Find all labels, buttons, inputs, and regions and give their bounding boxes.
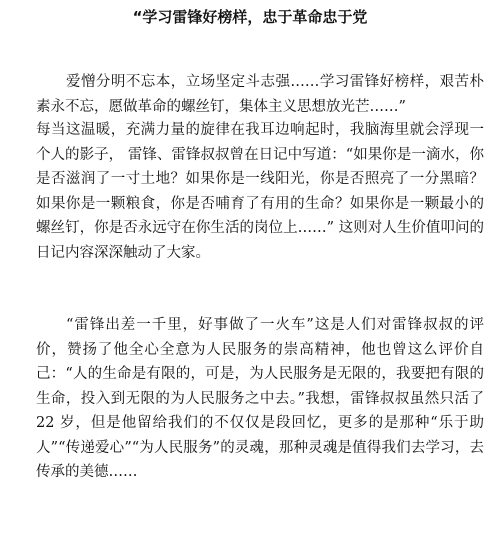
- paragraph-diary: 每当这温暖，充满力量的旋律在我耳边响起时，我脑海里就会浮现一个人的影子， 雷锋、雷锋叔叔曾在日记中写道：“如果你是一滴水，你是否滋润了一寸土地？如果你是一线阳光，你是否照亮了一分黑暗？如果你是一颗粮食，你是否哺育了有用的生命？如果你是一颗最小的螺丝钉，你是否永远守在你生活的岗位上……” 这则对人生价值叩问的日记内容深深触动了大家。: [36, 122, 484, 261]
- document-title: “学习雷锋好榜样，忠于革命忠于党: [132, 8, 368, 26]
- paragraph-evaluation: “雷锋出差一千里，好事做了一火车”这是人们对雷锋叔叔的评价，赞扬了他全心全意为人民服务的崇高精神，他也曾这么评价自己：“人的生命是有限的，可是，为人民服务是无限的，我要把有限的生命，投入到无限的为人民服务之中去。”我想，雷锋叔叔虽然只活了22 岁，但是他留给我们的不仅仅是段回忆，更多的是那种“乐于助人”“传递爱心”“为人民服务”的灵魂，那种灵魂是值得我们去学习，去传承的美德……: [36, 317, 484, 480]
- paragraph-lyrics: 爱憎分明不忘本，立场坚定斗志强……学习雷锋好榜样，艰苦朴素永不忘，愿做革命的螺丝钉，集体主义思想放光芒……”: [36, 74, 484, 115]
